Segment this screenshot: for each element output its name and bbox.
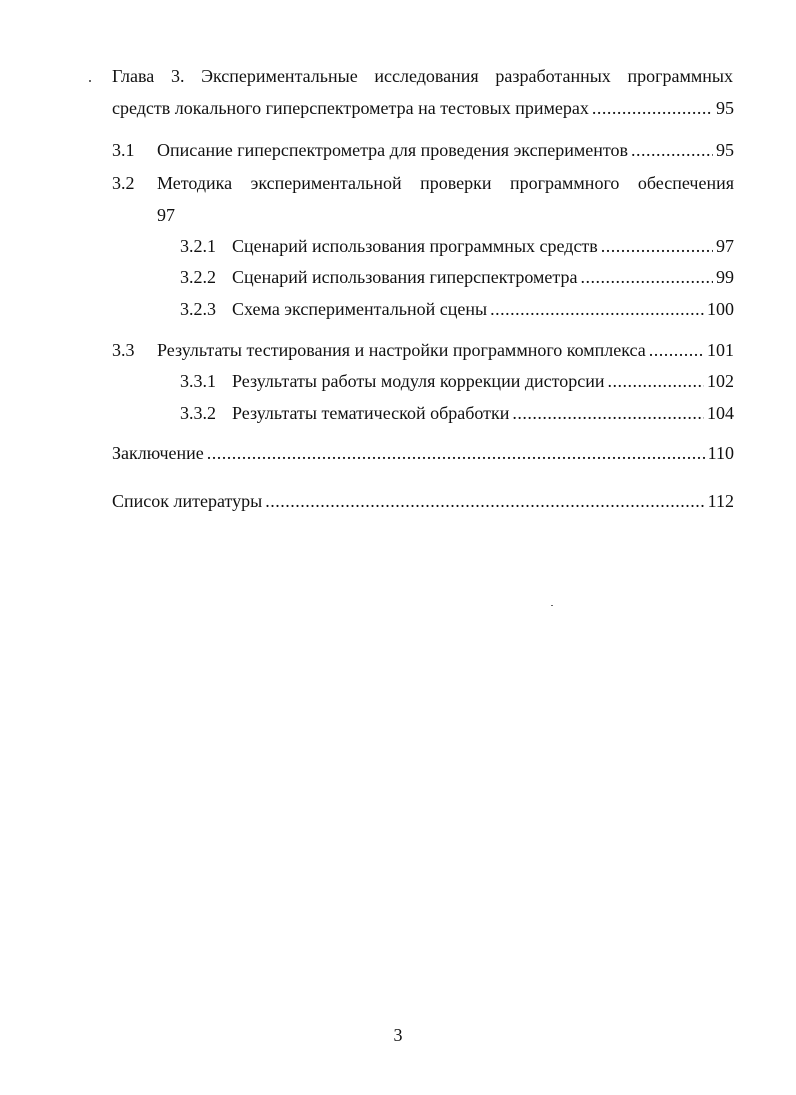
toc-entry-3-3-1[interactable] (180, 371, 734, 392)
toc-entry-3-3-2[interactable] (180, 403, 734, 424)
toc-leader-dots (601, 236, 713, 257)
toc-entry-3-2-2[interactable] (180, 267, 734, 288)
toc-entry-references[interactable] (112, 491, 734, 512)
toc-entry-number: 3.2 (112, 173, 135, 193)
toc-entry-3-2-1[interactable] (180, 236, 734, 257)
scan-mark (89, 80, 91, 82)
toc-entry-title: Заключение (112, 443, 204, 463)
toc-entry-title: Результаты тестирования и настройки программного комплекса (157, 340, 646, 360)
toc-entry-page: 102 (707, 371, 734, 391)
toc-leader-dots (207, 443, 705, 464)
toc-leader-dots (592, 98, 713, 119)
toc-leader-dots (580, 267, 713, 288)
toc-entry-title: Схема экспериментальной сцены (232, 299, 488, 319)
toc-entry-title: Методика экспериментальной проверки программного обеспечения (157, 173, 734, 193)
toc-leader-dots (631, 140, 713, 161)
toc-entry-page: 100 (707, 299, 734, 319)
toc-entry-number: 3.1 (112, 140, 135, 160)
toc-leader-dots (608, 371, 705, 392)
toc-entry-page: 97 (157, 205, 175, 225)
toc-entry-page: 99 (716, 267, 734, 287)
toc-entry-conclusion[interactable] (112, 443, 734, 464)
toc-entry-page: 101 (707, 340, 734, 360)
toc-entry-number: 3.2.2 (180, 267, 216, 287)
toc-entry-number: 3.2.3 (180, 299, 216, 319)
toc-chapter3-page: 95 (716, 98, 734, 118)
toc-entry-page: 95 (716, 140, 734, 160)
toc-entry-3-1[interactable] (112, 140, 734, 161)
toc-chapter3-line2[interactable] (112, 98, 734, 119)
toc-entry-title: Сценарий использования гиперспектрометра (232, 267, 578, 287)
toc-entry-title: Сценарий использования программных средств (232, 236, 598, 256)
toc-entry-3-2-page-line (157, 205, 175, 226)
toc-entry-title: Результаты тематической обработки (232, 403, 510, 423)
toc-chapter3-title-cont: средств локального гиперспектрометра на тестовых примерах (112, 98, 589, 118)
toc-entry-page: 112 (707, 491, 734, 511)
toc-entry-title: Результаты работы модуля коррекции дисторсии (232, 371, 605, 391)
toc-entry-3-3[interactable] (112, 340, 734, 361)
toc-entry-number: 3.3.2 (180, 403, 216, 423)
toc-entry-number: 3.2.1 (180, 236, 216, 256)
scan-mark (551, 605, 553, 606)
toc-entry-number: 3.3 (112, 340, 135, 360)
toc-entry-page: 104 (707, 403, 734, 423)
toc-leader-dots (265, 491, 704, 512)
toc-entry-3-2[interactable] (112, 173, 734, 194)
toc-leader-dots (490, 299, 704, 320)
toc-entry-title: Список литературы (112, 491, 263, 511)
toc-chapter3-line1: Глава 3. Экспериментальные исследования разработанных программных (112, 66, 733, 86)
page-number: 3 (393, 1025, 403, 1045)
toc-leader-dots (512, 403, 704, 424)
toc-entry-3-2-3[interactable] (180, 299, 734, 320)
toc-entry-number: 3.3.1 (180, 371, 216, 391)
toc-entry-page: 110 (707, 443, 734, 463)
toc-entry-page: 97 (716, 236, 734, 256)
toc-leader-dots (649, 340, 704, 361)
toc-entry-title: Описание гиперспектрометра для проведения экспериментов (157, 140, 628, 160)
